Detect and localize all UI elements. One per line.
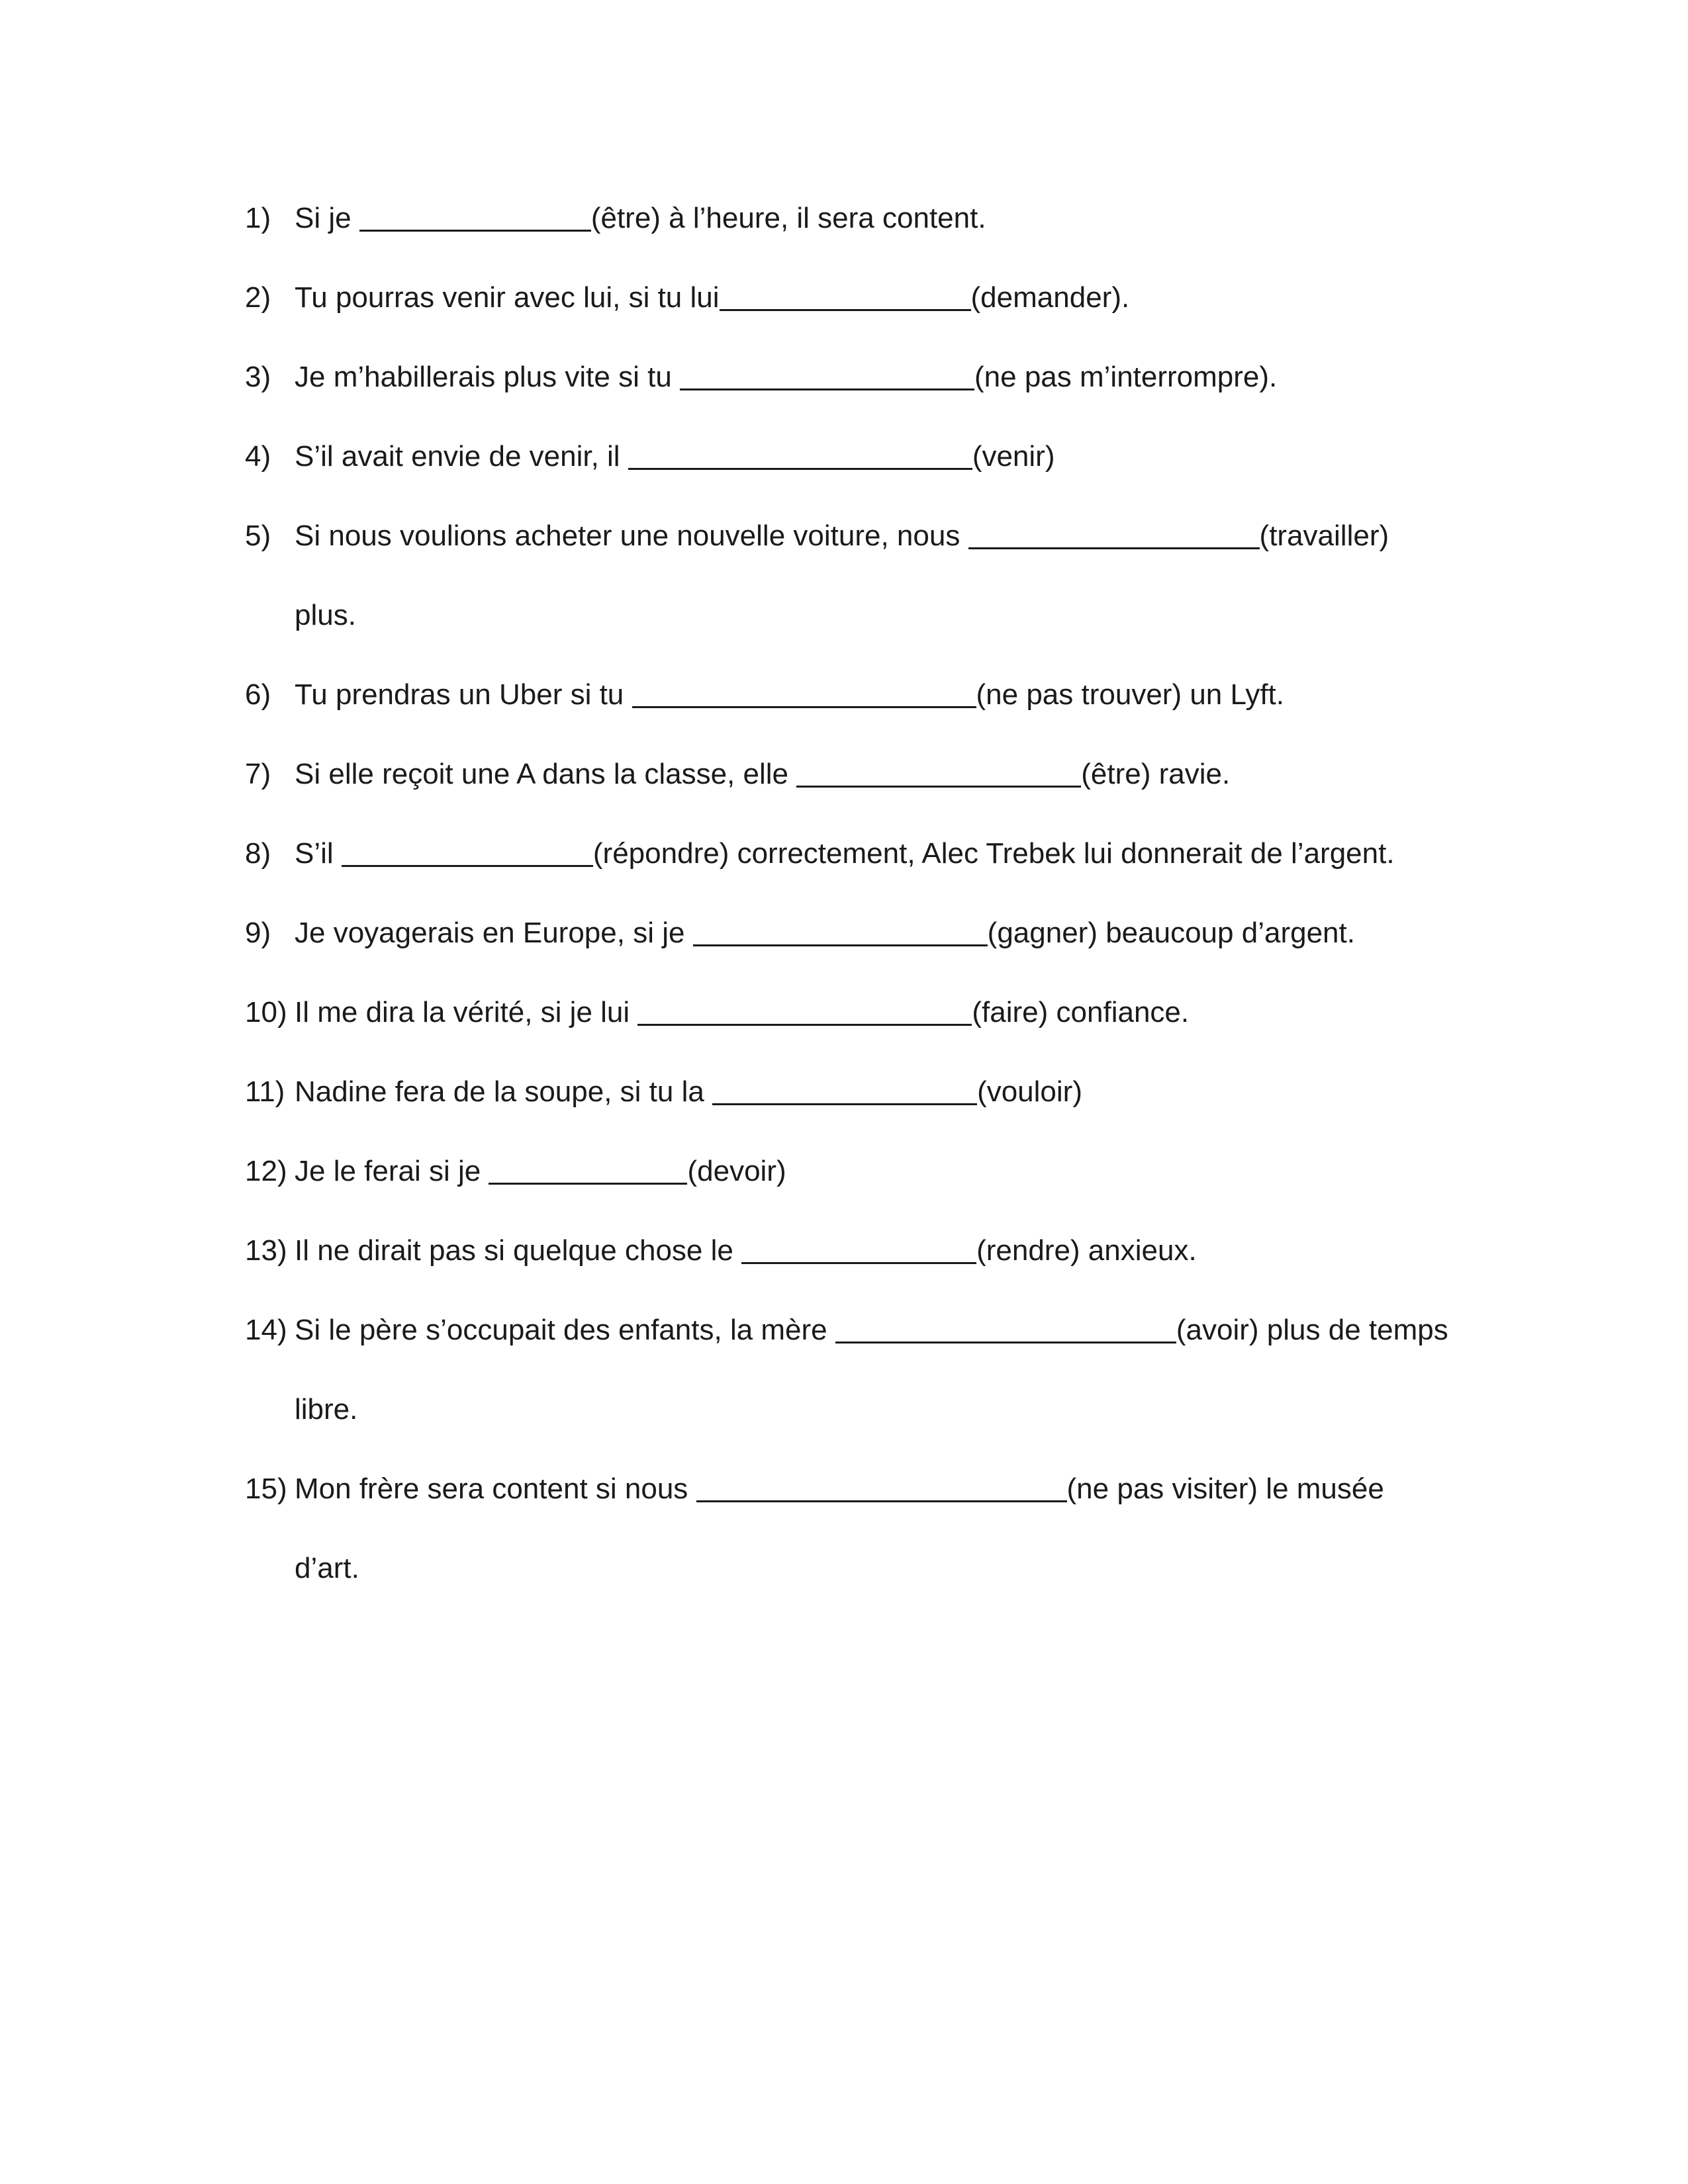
exercise-hint: (ne pas trouver) un Lyft.: [976, 678, 1284, 711]
exercise-text: Si le père s’occupait des enfants, la mère: [295, 1314, 835, 1346]
exercise-15: [245, 1466, 1384, 1512]
exercise-hint: (faire) confiance.: [972, 996, 1190, 1028]
exercise-hint: (être) à l’heure, il sera content.: [590, 202, 986, 234]
answer-blank[interactable]: [359, 199, 591, 232]
exercise-text: plus.: [295, 599, 356, 631]
exercise-hint: (vouloir): [977, 1075, 1082, 1108]
exercise-5: [245, 513, 1389, 559]
exercise-number: 12): [245, 1155, 287, 1187]
exercise-hint: (rendre) anxieux.: [976, 1234, 1197, 1267]
answer-blank[interactable]: [489, 1152, 687, 1185]
exercise-hint: (venir): [972, 440, 1055, 473]
exercise-hint: (travailler): [1259, 520, 1389, 552]
exercise-hint: (gagner) beaucoup d’argent.: [987, 917, 1355, 949]
exercise-14-continuation: [245, 1387, 357, 1433]
exercise-number: 1): [245, 202, 271, 234]
exercise-2: [245, 275, 1129, 321]
exercise-text: S’il: [295, 837, 342, 870]
exercise-text: Il me dira la vérité, si je lui: [295, 996, 638, 1028]
exercise-7: [245, 751, 1230, 797]
exercise-text: Je m’habillerais plus vite si tu: [295, 361, 680, 393]
exercise-text: Si nous voulions acheter une nouvelle voiture, nous: [295, 520, 968, 552]
answer-blank[interactable]: [720, 279, 971, 311]
answer-blank[interactable]: [696, 1470, 1067, 1502]
answer-blank[interactable]: [632, 676, 976, 708]
exercise-hint: (ne pas visiter) le musée: [1066, 1473, 1384, 1505]
exercise-text: Si je: [295, 202, 359, 234]
exercise-11: [245, 1069, 1082, 1115]
exercise-hint: (répondre) correctement, Alec Trebek lui donnerait de l’argent.: [592, 837, 1395, 870]
exercise-text: Tu prendras un Uber si tu: [295, 678, 632, 711]
exercise-number: 15): [245, 1473, 287, 1505]
answer-blank[interactable]: [680, 358, 974, 390]
exercise-9: [245, 910, 1355, 956]
exercise-13: [245, 1228, 1197, 1274]
exercise-number: 11): [245, 1075, 285, 1108]
answer-blank[interactable]: [968, 517, 1260, 549]
exercise-text: Si elle reçoit une A dans la classe, elle: [295, 758, 797, 790]
exercise-number: 2): [245, 281, 271, 314]
exercise-text: Nadine fera de la soupe, si tu la: [295, 1075, 713, 1108]
answer-blank[interactable]: [835, 1311, 1176, 1343]
answer-blank[interactable]: [637, 993, 972, 1026]
exercise-hint: (avoir) plus de temps: [1176, 1314, 1448, 1346]
exercise-hint: (demander).: [970, 281, 1130, 314]
exercise-number: 3): [245, 361, 271, 393]
exercise-number: 5): [245, 520, 271, 552]
answer-blank[interactable]: [741, 1232, 976, 1264]
exercise-14: [245, 1307, 1448, 1353]
exercise-number: 8): [245, 837, 271, 870]
exercise-number: 13): [245, 1234, 287, 1267]
exercise-text: Tu pourras venir avec lui, si tu lui: [295, 281, 720, 314]
exercise-5-continuation: [245, 592, 356, 639]
exercise-text: Je le ferai si je: [295, 1155, 489, 1187]
exercise-3: [245, 354, 1277, 400]
exercise-text: S’il avait envie de venir, il: [295, 440, 628, 473]
exercise-number: 6): [245, 678, 271, 711]
exercise-text: Je voyagerais en Europe, si je: [295, 917, 693, 949]
exercise-number: 7): [245, 758, 271, 790]
answer-blank[interactable]: [796, 755, 1081, 788]
exercise-8: [245, 831, 1395, 877]
exercise-text: d’art.: [295, 1552, 359, 1584]
answer-blank[interactable]: [693, 914, 988, 946]
exercise-number: 9): [245, 917, 271, 949]
exercise-10: [245, 989, 1189, 1036]
exercise-number: 10): [245, 996, 287, 1028]
exercise-6: [245, 672, 1284, 718]
answer-blank[interactable]: [628, 437, 972, 470]
exercise-text: Mon frère sera content si nous: [295, 1473, 696, 1505]
answer-blank[interactable]: [342, 835, 593, 867]
exercise-number: 14): [245, 1314, 287, 1346]
exercise-hint: (être) ravie.: [1081, 758, 1231, 790]
exercise-hint: (devoir): [687, 1155, 786, 1187]
exercise-4: [245, 433, 1055, 480]
exercise-number: 4): [245, 440, 271, 473]
answer-blank[interactable]: [712, 1073, 977, 1105]
exercise-1: [245, 195, 986, 242]
exercise-text: Il ne dirait pas si quelque chose le: [295, 1234, 742, 1267]
exercise-15-continuation: [245, 1545, 359, 1592]
exercise-12: [245, 1148, 786, 1195]
exercise-text: libre.: [295, 1393, 358, 1426]
exercise-hint: (ne pas m’interrompre).: [974, 361, 1278, 393]
